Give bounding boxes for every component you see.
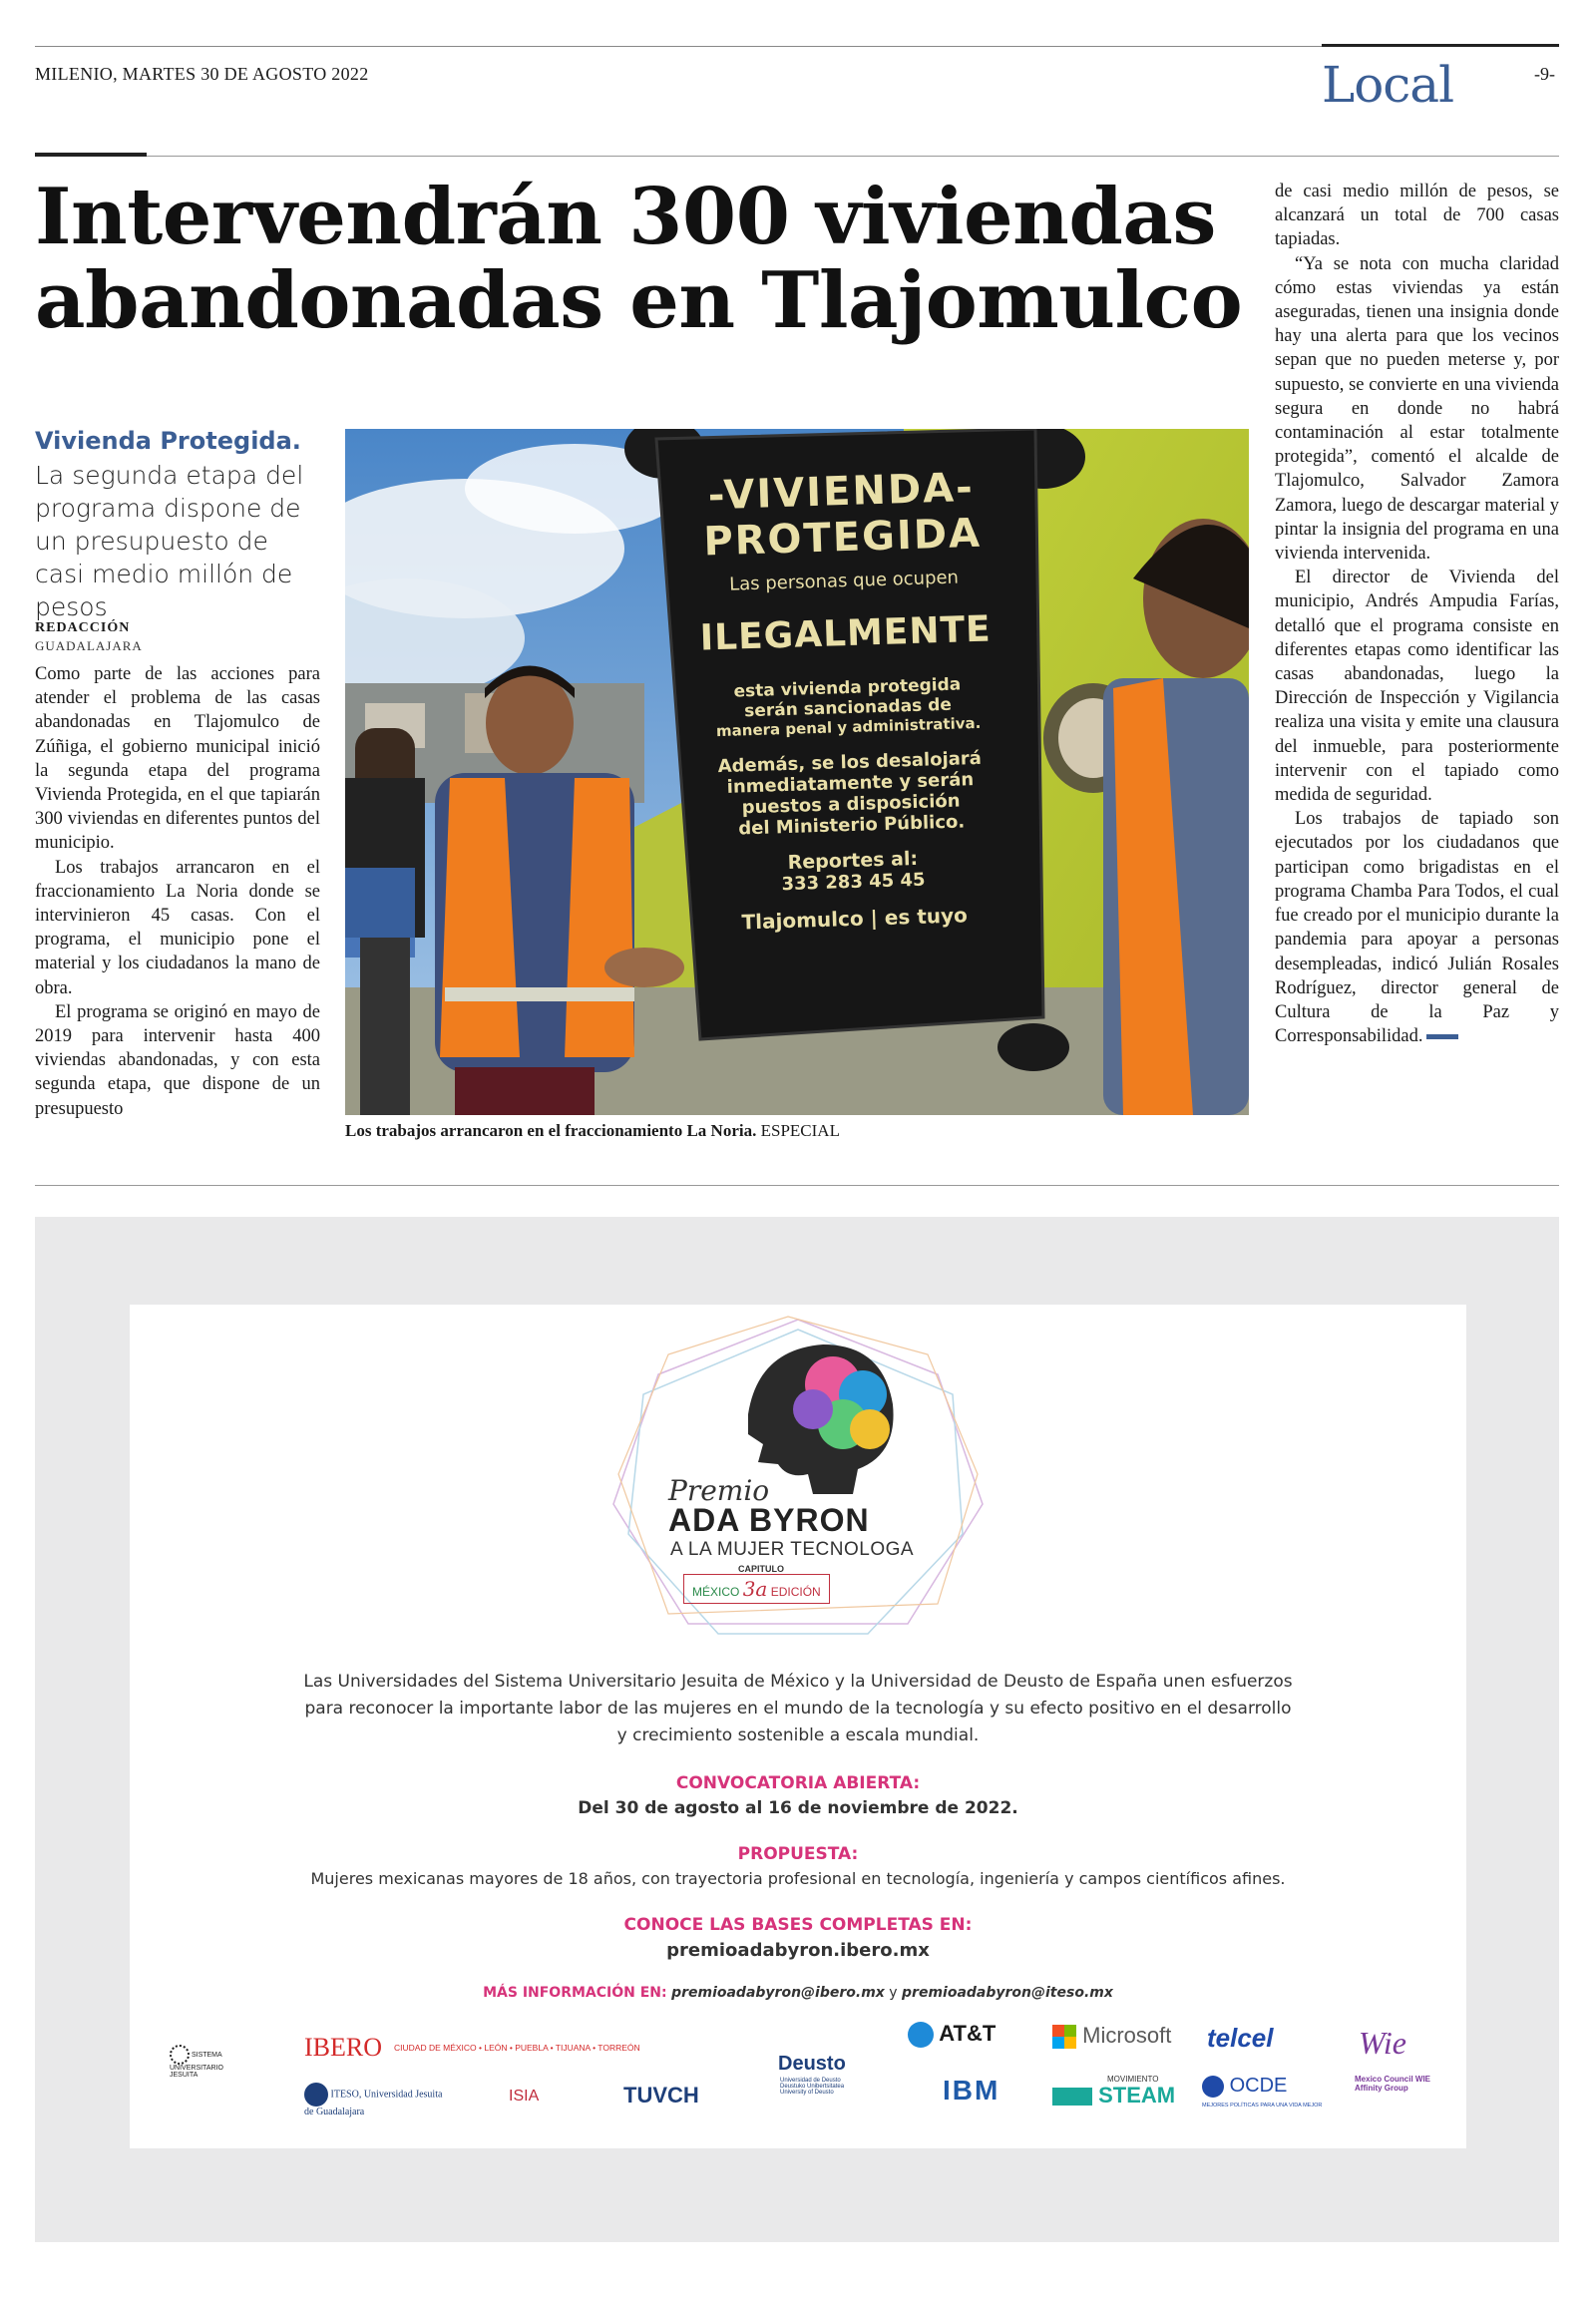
- section-title: Local: [1322, 56, 1454, 114]
- steam-text: STEAM: [1098, 2083, 1176, 2108]
- suj-text: SISTEMA UNIVERSITARIO JESUITA: [170, 2051, 223, 2079]
- sign-line: Además, se los desalojará: [717, 747, 983, 778]
- ad-edition-num: 3a: [742, 1577, 768, 1601]
- article-photo: [345, 429, 1249, 1115]
- sign-line: PROTEGIDA: [702, 510, 983, 566]
- sign-line: Reportes al:: [787, 847, 919, 874]
- att-logo: [908, 2021, 996, 2048]
- isia-logo: ISIA: [509, 2088, 540, 2105]
- steam-small: MOVIMIENTO: [1107, 2075, 1159, 2084]
- ad-info-label: MÁS INFORMACIÓN EN:: [483, 1985, 667, 2001]
- ad-convocatoria-label: CONVOCATORIA ABIERTA:: [675, 1773, 921, 1793]
- steam-logo: [1052, 2083, 1175, 2109]
- ad-info-and: y: [889, 1985, 898, 2001]
- byline: REDACCIÓN: [35, 620, 131, 635]
- byline-location: GUADALAJARA: [35, 638, 143, 653]
- ad-info-email-2[interactable]: premioadabyron@iteso.mx: [902, 1985, 1113, 2001]
- suj-icon: [170, 2045, 190, 2065]
- top-rule-section: [1322, 44, 1559, 47]
- suj-logo: [170, 2045, 249, 2079]
- iteso-text: ITESO, Universidad Jesuita de Guadalajara: [304, 2089, 443, 2117]
- headline: [35, 172, 1252, 346]
- ad-propuesta-text: Mujeres mexicanas mayores de 18 años, con trayectoria profesional en tecnología, ingeniería y campos científicos afines.: [310, 1869, 1286, 1888]
- ad-convocatoria-dates: Del 30 de agosto al 16 de noviembre de 2022.: [578, 1798, 1018, 1818]
- advertisement: [35, 1217, 1559, 2242]
- top-rule-left: [35, 46, 1322, 47]
- page-number: -9-: [1534, 64, 1555, 84]
- headline-line-2: abandonadas en Tlajomulco: [35, 255, 1243, 346]
- sign-line: del Ministerio Público.: [738, 811, 966, 840]
- ad-subtitle: A LA MUJER TECNOLOGA: [670, 1539, 915, 1560]
- wie-logo: Wie: [1359, 2025, 1406, 2061]
- ad-name: ADA BYRON: [668, 1502, 870, 1538]
- sign-line: Tlajomulco | es tuyo: [741, 903, 969, 935]
- article-column-1: [35, 662, 320, 1121]
- paragraph: “Ya se nota con mucha claridad cómo estas viviendas ya están aseguradas, tienen una insignia donde hay una alerta para que los vecinos sepan que no pueden meterse y, por supuesto, se convierte en una vivienda segura en donde no habrá contaminación al estar totalmente protegida”, comentó el alcalde de Tlajomulco, Salvador Zamora Zamora, luego de descargar material y pintar la insignia del programa en una vivienda intervenida.: [1275, 253, 1559, 565]
- ocde-text: OCDE: [1229, 2075, 1288, 2097]
- ad-info: [130, 1985, 1466, 2001]
- ad-intro-line: Las Universidades del Sistema Universitario Jesuita de México y la Universidad de Deusto de España unen esfuerzos: [303, 1672, 1293, 1692]
- ad-intro-line: para reconocer la importante labor de las mujeres en el mundo de la tecnología y su efecto positivo en el desarrollo: [304, 1699, 1292, 1719]
- ad-propuesta-label: PROPUESTA:: [737, 1844, 859, 1864]
- paragraph-last: [1275, 807, 1559, 1048]
- ad-info-email-1[interactable]: premioadabyron@ibero.mx: [671, 1985, 885, 2001]
- steam-icon: [1052, 2088, 1092, 2106]
- ibm-logo: IBM: [943, 2075, 1000, 2106]
- header-rule-accent: [35, 153, 147, 157]
- sign-line: Las personas que ocupen: [728, 567, 960, 595]
- tuvch-logo: TUVCH: [623, 2083, 699, 2108]
- sign-line: esta vivienda protegida: [733, 674, 962, 702]
- masthead: MILENIO, MARTES 30 DE AGOSTO 2022: [35, 64, 369, 84]
- ad-edicion: EDICIÓN: [770, 1585, 821, 1599]
- kicker: Vivienda Protegida.: [35, 427, 301, 455]
- ibero-logo: IBERO: [304, 2033, 382, 2062]
- headline-line-1: Intervendrán 300 viviendas: [35, 172, 1216, 262]
- paragraph: El director de Vivienda del municipio, Andrés Ampudia Farías, detalló que el programa consiste en diferentes etapas como identificar las casas abandonadas, luego la Dirección de Inspección y Vigilancia realiza una visita y emite una clausura del inmueble, para posteriormente intervenir con el tapiado como medida de seguridad.: [1275, 568, 1559, 806]
- sign-line: 333 283 45 45: [781, 869, 926, 896]
- ad-mexico: MÉXICO: [692, 1585, 740, 1599]
- att-globe-icon: [908, 2022, 934, 2048]
- photo-caption: [345, 1121, 840, 1141]
- iteso-logo: [304, 2083, 454, 2117]
- ocde-logo: [1202, 2075, 1287, 2098]
- paragraph: de casi medio millón de pesos, se alcanzará un total de 700 casas tapiadas.: [1275, 182, 1559, 250]
- caption-text: Los trabajos arrancaron en el fraccionamiento La Noria.: [345, 1121, 757, 1140]
- wie-sub: Mexico Council WIE Affinity Group: [1355, 2075, 1431, 2093]
- dek: La segunda etapa del programa dispone de un presupuesto de casi medio millón de pesos: [35, 461, 304, 621]
- ad-intro-line: y crecimiento sostenible a escala mundial.: [616, 1726, 980, 1745]
- deusto-sub: Universidad de Deusto Deustuko Unibertsitatea University of Deusto: [780, 2078, 845, 2096]
- telcel-logo: telcel: [1207, 2023, 1274, 2053]
- sign-line: serán sancionadas de: [743, 694, 953, 722]
- paragraph: El programa se originó en mayo de 2019 para intervenir hasta 400 viviendas abandonadas, y con esta segunda etapa, que dispone de un presupuesto: [35, 1001, 320, 1119]
- paragraph-text: Los trabajos de tapiado son ejecutados por los ciudadanos que participan como brigadistas en el programa Chamba Para Todos, el cual fue creado por el municipio durante la pandemia para apoyar a personas desempleadas, indicó Julián Rosales Rodríguez, director general de Cultura de la Paz y Corresponsabilidad.: [1275, 809, 1559, 1047]
- photo-sign: [665, 444, 1032, 1033]
- ad-edition-badge: [683, 1574, 830, 1604]
- article-column-3: [1275, 180, 1559, 1048]
- sign-line: puestos a disposición: [741, 790, 961, 819]
- sign-line: manera penal y administrativa.: [715, 713, 982, 741]
- ad-bases-url[interactable]: premioadabyron.ibero.mx: [666, 1940, 930, 1961]
- microsoft-logo: [1052, 2023, 1171, 2049]
- ad-intro: [130, 1669, 1466, 1749]
- article-bottom-rule: [35, 1185, 1559, 1186]
- sign-line: ILEGALMENTE: [699, 608, 993, 659]
- ad-capitulo: CAPITULO: [738, 1564, 784, 1574]
- att-text: AT&T: [939, 2021, 997, 2046]
- microsoft-grid-icon: [1052, 2025, 1076, 2049]
- ad-panel: [130, 1305, 1466, 2148]
- paragraph: Los trabajos arrancaron en el fraccionamiento La Noria donde se intervinieron 45 casas. Con el programa, el municipio pone el material y los ciudadanos la mano de obra.: [35, 857, 320, 998]
- paragraph: Como parte de las acciones para atender el problema de las casas abandonadas en Tlajomulco de Zúñiga, el gobierno municipal inició la segunda etapa del programa Vivienda Protegida, en el que tapiarán 300 viviendas en diferentes puntos del municipio.: [35, 664, 320, 854]
- deusto-logo: Deusto: [778, 2053, 846, 2075]
- sign-line: -VIVIENDA-: [707, 464, 976, 520]
- ad-premio: Premio: [668, 1474, 770, 1507]
- ibero-cities: CIUDAD DE MÉXICO • LEÓN • PUEBLA • TIJUANA • TORREÓN: [394, 2043, 640, 2053]
- iteso-icon: [304, 2083, 328, 2107]
- header-rule: [35, 156, 1559, 157]
- ocde-icon: [1202, 2076, 1224, 2098]
- caption-credit: ESPECIAL: [760, 1121, 840, 1140]
- sign-line: inmediatamente y serán: [726, 769, 975, 798]
- end-mark-icon: [1426, 1034, 1458, 1039]
- ad-bases-label: CONOCE LAS BASES COMPLETAS EN:: [623, 1915, 973, 1935]
- microsoft-text: Microsoft: [1082, 2023, 1172, 2048]
- ocde-sub: MEJORES POLÍTICAS PARA UNA VIDA MEJOR: [1202, 2103, 1323, 2109]
